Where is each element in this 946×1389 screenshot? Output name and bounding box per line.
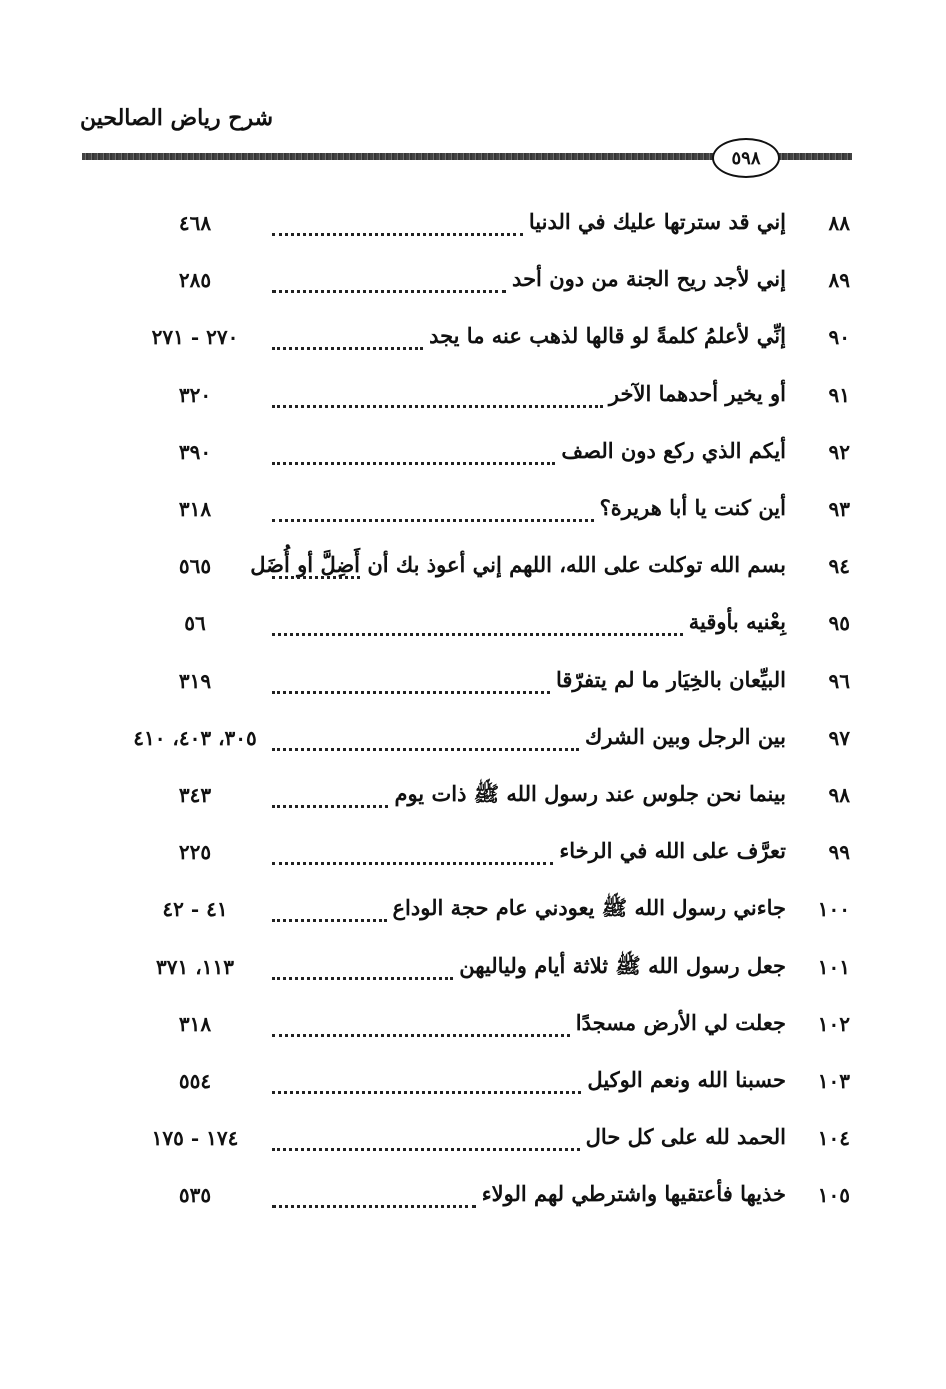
dotted-leader: [272, 746, 579, 751]
entry-number: ٩٢: [828, 439, 850, 464]
entry-number: ٩٦: [828, 668, 850, 693]
dotted-leader: [272, 860, 553, 865]
entry-number: ٩٠: [828, 325, 850, 350]
entry-title: بِعْنيه بأوقية: [688, 609, 786, 635]
entry-title: البيِّعان بالخِيَار ما لم يتفرّقا: [555, 666, 786, 692]
entry-title: جعل رسول الله ﷺ ثلاثة أيام ولياليهن: [459, 952, 786, 978]
entry-page-ref: ٣٤٣: [178, 783, 212, 807]
entry-title: جاءني رسول الله ﷺ يعودني عام حجة الوداع: [392, 895, 786, 921]
entry-page-ref: ٣٢٠: [178, 382, 212, 407]
index-entry: [0, 1177, 946, 1217]
dotted-leader: [272, 1203, 476, 1208]
index-entry: [0, 605, 946, 645]
entry-title: أين كنت يا أبا هريرة؟: [599, 495, 786, 520]
entry-title: بينما نحن جلوس عند رسول الله ﷺ ذات يوم: [394, 781, 786, 806]
index-entry: [0, 205, 946, 245]
entry-page-ref: ٣١٨: [178, 497, 212, 521]
entry-number: ١٠٠: [817, 897, 850, 922]
entry-title: حسبنا الله ونعم الوكيل: [587, 1067, 786, 1092]
entry-page-ref: ٥٣٥: [178, 1183, 212, 1208]
entry-number: ١٠٤: [817, 1126, 850, 1151]
index-entry: [0, 319, 946, 359]
dotted-leader: [272, 460, 555, 465]
entry-page-ref: ٢٧٠ - ٢٧١: [151, 325, 239, 350]
page-number-badge: ٥٩٨: [712, 138, 780, 178]
dotted-leader: [272, 689, 550, 694]
entry-number: ٩٣: [828, 497, 850, 521]
index-entry: [0, 891, 946, 931]
entry-number: ١٠٥: [817, 1183, 850, 1208]
dotted-leader: [272, 631, 683, 636]
entry-page-ref: ٢٨٥: [178, 268, 212, 293]
entry-page-ref: ٣٠٥، ٤٠٣، ٤١٠: [133, 725, 257, 750]
index-entry: [0, 434, 946, 474]
entry-number: ١٠١: [817, 954, 850, 979]
entry-number: ٩٥: [828, 611, 850, 636]
entry-number: ١٠٣: [817, 1069, 850, 1093]
index-entry: [0, 1006, 946, 1046]
entry-title: أيكم الذي ركع دون الصف: [561, 437, 786, 463]
entry-title: بين الرجل وبين الشرك: [585, 723, 786, 749]
entry-page-ref: ١١٣، ٣٧١: [156, 954, 234, 979]
dotted-leader: [272, 574, 360, 579]
entry-page-ref: ٤٦٨: [178, 211, 212, 235]
index-entry: [0, 1063, 946, 1103]
entry-title: بسم الله توكلت على الله، اللهم إني أعوذ بك أن أَضِلَّ أو أُضَل: [250, 552, 786, 578]
dotted-leader: [272, 345, 423, 350]
dotted-leader: [272, 403, 603, 408]
entry-title: جعلت لي الأرض مسجدًا: [575, 1009, 786, 1035]
index-entry: [0, 377, 946, 417]
dotted-leader: [272, 1032, 570, 1037]
entry-page-ref: ١٧٤ - ١٧٥: [151, 1126, 239, 1151]
entry-page-ref: ٣١٨: [178, 1011, 212, 1036]
entry-number: ٨٨: [828, 211, 850, 235]
entry-number: ٩١: [828, 382, 850, 407]
index-entry: [0, 720, 946, 760]
entry-number: ٩٧: [828, 725, 850, 750]
entry-page-ref: ٥٦: [184, 611, 206, 636]
entry-title: إنِّي لأعلمُ كلمةً لو قالها لذهب عنه ما يجد: [429, 323, 786, 349]
dotted-leader: [272, 975, 453, 980]
entry-page-ref: ٥٦٥: [178, 554, 212, 579]
entry-title: تعرَّف على الله في الرخاء: [559, 838, 786, 864]
entry-page-ref: ٤١ - ٤٢: [162, 897, 228, 922]
index-entry: [0, 834, 946, 874]
index-entry: [0, 548, 946, 588]
entry-number: ٨٩: [828, 268, 850, 293]
entry-page-ref: ٣٩٠: [178, 439, 212, 464]
index-entry: [0, 262, 946, 302]
entry-page-ref: ٣١٩: [178, 668, 212, 693]
dotted-leader: [272, 288, 506, 293]
entry-title: إني لأجد ريح الجنة من دون أحد: [512, 266, 786, 292]
dotted-leader: [272, 231, 523, 236]
entry-page-ref: ٥٥٤: [178, 1069, 212, 1093]
index-entry: [0, 949, 946, 989]
entry-title: خذيها فأعتقيها واشترطي لهم الولاء: [481, 1181, 786, 1207]
index-entry: [0, 777, 946, 817]
index-entry: [0, 491, 946, 531]
entry-number: ٩٩: [828, 840, 850, 865]
running-title: شرح رياض الصالحين: [80, 105, 274, 131]
dotted-leader: [272, 517, 594, 522]
dotted-leader: [272, 803, 388, 808]
dotted-leader: [272, 1089, 581, 1094]
entry-page-ref: ٢٢٥: [178, 840, 212, 865]
entry-number: ٩٤: [828, 554, 850, 579]
dotted-leader: [272, 917, 387, 922]
index-entry: [0, 1120, 946, 1160]
entry-number: ٩٨: [828, 783, 850, 807]
entry-number: ١٠٢: [817, 1011, 850, 1036]
dotted-leader: [272, 1146, 580, 1151]
entry-title: إني قد سترتها عليك في الدنيا: [528, 209, 786, 234]
entry-title: أو يخير أحدهما الآخر: [608, 380, 786, 406]
entry-title: الحمد لله على كل حال: [585, 1124, 786, 1150]
index-entry: [0, 663, 946, 703]
